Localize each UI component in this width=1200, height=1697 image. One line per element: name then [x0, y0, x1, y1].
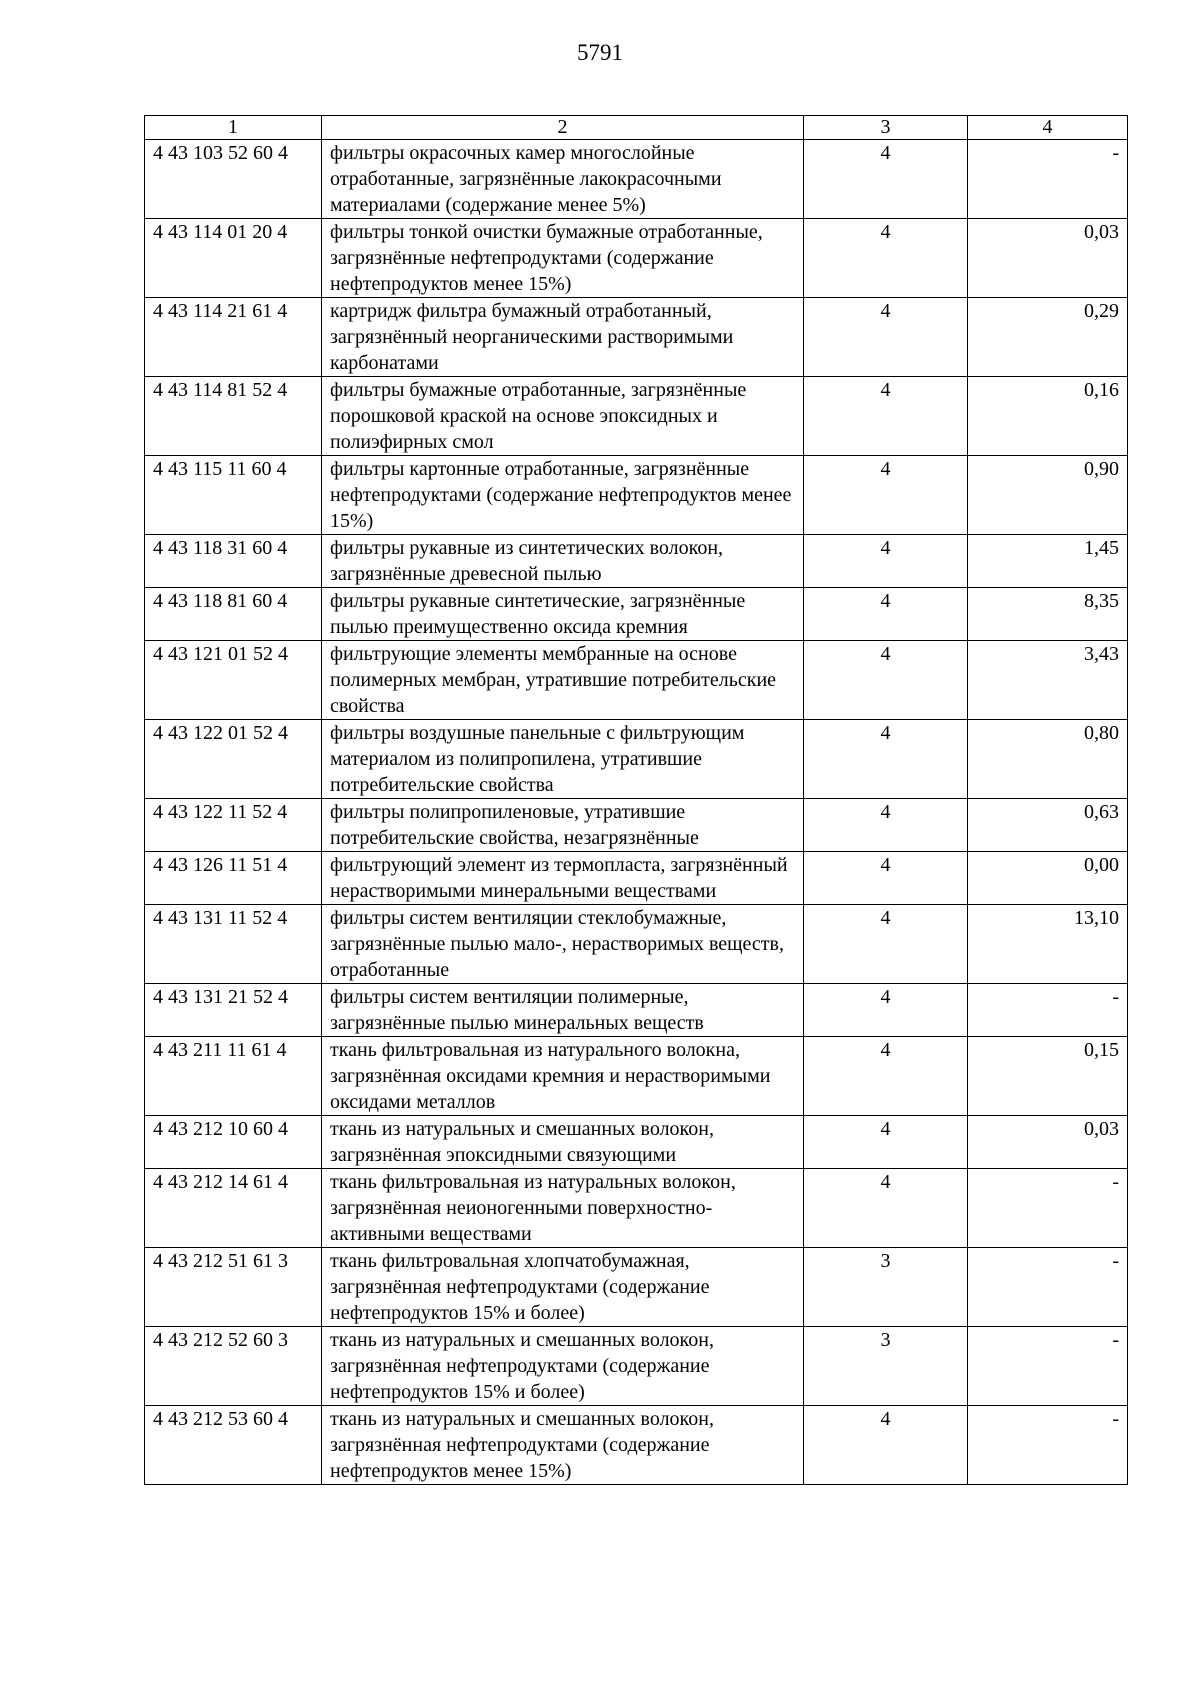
- value-cell: -: [968, 1169, 1128, 1248]
- table-row: [145, 140, 1128, 219]
- name-cell: ткань фильтровальная из натуральных волокон, загрязнённая неионогенными поверхностно-активными веществами: [322, 1169, 804, 1248]
- value-cell: 0,03: [968, 219, 1128, 298]
- table-body: [145, 140, 1128, 1485]
- name-cell: ткань из натуральных и смешанных волокон, загрязнённая нефтепродуктами (содержание нефтепродуктов менее 15%): [322, 1406, 804, 1485]
- name-cell: фильтры окрасочных камер многослойные отработанные, загрязнённые лакокрасочными материалами (содержание менее 5%): [322, 140, 804, 219]
- name-cell: фильтры воздушные панельные с фильтрующим материалом из полипропилена, утратившие потребительские свойства: [322, 720, 804, 799]
- code-cell: 4 43 126 11 51 4: [145, 852, 322, 905]
- table-row: [145, 456, 1128, 535]
- hazard-class-cell: 4: [804, 298, 968, 377]
- table-row: [145, 1169, 1128, 1248]
- hazard-class-cell: 4: [804, 852, 968, 905]
- hazard-class-cell: 4: [804, 905, 968, 984]
- table-row: [145, 852, 1128, 905]
- hazard-class-cell: 4: [804, 720, 968, 799]
- name-cell: ткань фильтровальная из натурального волокна, загрязнённая оксидами кремния и нерастворимыми оксидами металлов: [322, 1037, 804, 1116]
- name-cell: фильтры систем вентиляции полимерные, загрязнённые пылью минеральных веществ: [322, 984, 804, 1037]
- table-row: [145, 219, 1128, 298]
- hazard-class-cell: 4: [804, 799, 968, 852]
- value-cell: 1,45: [968, 535, 1128, 588]
- table-row: [145, 641, 1128, 720]
- value-cell: 13,10: [968, 905, 1128, 984]
- hazard-class-cell: 4: [804, 1169, 968, 1248]
- table-row: [145, 1116, 1128, 1169]
- hazard-class-cell: 4: [804, 588, 968, 641]
- value-cell: 0,16: [968, 377, 1128, 456]
- table-row: [145, 1037, 1128, 1116]
- hazard-class-cell: 4: [804, 641, 968, 720]
- column-header-3: 3: [804, 116, 968, 140]
- value-cell: 0,15: [968, 1037, 1128, 1116]
- hazard-class-cell: 4: [804, 377, 968, 456]
- table-row: [145, 588, 1128, 641]
- table-row: [145, 1406, 1128, 1485]
- code-cell: 4 43 115 11 60 4: [145, 456, 322, 535]
- hazard-class-cell: 3: [804, 1248, 968, 1327]
- name-cell: ткань фильтровальная хлопчатобумажная, загрязнённая нефтепродуктами (содержание нефтепродуктов 15% и более): [322, 1248, 804, 1327]
- code-cell: 4 43 114 01 20 4: [145, 219, 322, 298]
- hazard-class-cell: 3: [804, 1327, 968, 1406]
- table-row: [145, 377, 1128, 456]
- code-cell: 4 43 212 53 60 4: [145, 1406, 322, 1485]
- table-row: [145, 905, 1128, 984]
- name-cell: фильтры бумажные отработанные, загрязнённые порошковой краской на основе эпоксидных и полиэфирных смол: [322, 377, 804, 456]
- value-cell: 0,63: [968, 799, 1128, 852]
- name-cell: ткань из натуральных и смешанных волокон, загрязнённая эпоксидными связующими: [322, 1116, 804, 1169]
- table-header-row: [145, 116, 1128, 140]
- code-cell: 4 43 212 51 61 3: [145, 1248, 322, 1327]
- value-cell: -: [968, 1248, 1128, 1327]
- table-row: [145, 1327, 1128, 1406]
- value-cell: 3,43: [968, 641, 1128, 720]
- code-cell: 4 43 122 11 52 4: [145, 799, 322, 852]
- code-cell: 4 43 118 31 60 4: [145, 535, 322, 588]
- hazard-class-cell: 4: [804, 1406, 968, 1485]
- name-cell: фильтрующий элемент из термопласта, загрязнённый нерастворимыми минеральными веществами: [322, 852, 804, 905]
- value-cell: -: [968, 1327, 1128, 1406]
- table-row: [145, 298, 1128, 377]
- code-cell: 4 43 114 81 52 4: [145, 377, 322, 456]
- code-cell: 4 43 212 10 60 4: [145, 1116, 322, 1169]
- table-row: [145, 984, 1128, 1037]
- hazard-class-cell: 4: [804, 456, 968, 535]
- name-cell: фильтры тонкой очистки бумажные отработанные, загрязнённые нефтепродуктами (содержание нефтепродуктов менее 15%): [322, 219, 804, 298]
- column-header-1: 1: [145, 116, 322, 140]
- value-cell: 0,80: [968, 720, 1128, 799]
- code-cell: 4 43 131 11 52 4: [145, 905, 322, 984]
- code-cell: 4 43 212 52 60 3: [145, 1327, 322, 1406]
- value-cell: 8,35: [968, 588, 1128, 641]
- name-cell: картридж фильтра бумажный отработанный, загрязнённый неорганическими растворимыми карбонатами: [322, 298, 804, 377]
- code-cell: 4 43 131 21 52 4: [145, 984, 322, 1037]
- hazard-class-cell: 4: [804, 984, 968, 1037]
- page-number: 5791: [577, 40, 623, 65]
- hazard-class-cell: 4: [804, 1116, 968, 1169]
- code-cell: 4 43 114 21 61 4: [145, 298, 322, 377]
- hazard-class-cell: 4: [804, 1037, 968, 1116]
- name-cell: фильтры картонные отработанные, загрязнённые нефтепродуктами (содержание нефтепродуктов менее 15%): [322, 456, 804, 535]
- name-cell: фильтры рукавные синтетические, загрязнённые пылью преимущественно оксида кремния: [322, 588, 804, 641]
- value-cell: 0,90: [968, 456, 1128, 535]
- name-cell: фильтры полипропиленовые, утратившие потребительские свойства, незагрязнённые: [322, 799, 804, 852]
- table-row: [145, 535, 1128, 588]
- hazard-class-cell: 4: [804, 140, 968, 219]
- table-row: [145, 799, 1128, 852]
- value-cell: 0,29: [968, 298, 1128, 377]
- name-cell: фильтрующие элементы мембранные на основе полимерных мембран, утратившие потребительские свойства: [322, 641, 804, 720]
- name-cell: фильтры систем вентиляции стеклобумажные, загрязнённые пылью мало-, нерастворимых веществ, отработанные: [322, 905, 804, 984]
- hazard-class-cell: 4: [804, 535, 968, 588]
- code-cell: 4 43 121 01 52 4: [145, 641, 322, 720]
- code-cell: 4 43 211 11 61 4: [145, 1037, 322, 1116]
- code-cell: 4 43 118 81 60 4: [145, 588, 322, 641]
- waste-classification-table: [144, 115, 1128, 1485]
- name-cell: ткань из натуральных и смешанных волокон, загрязнённая нефтепродуктами (содержание нефтепродуктов 15% и более): [322, 1327, 804, 1406]
- value-cell: -: [968, 140, 1128, 219]
- code-cell: 4 43 122 01 52 4: [145, 720, 322, 799]
- name-cell: фильтры рукавные из синтетических волокон, загрязнённые древесной пылью: [322, 535, 804, 588]
- column-header-4: 4: [968, 116, 1128, 140]
- value-cell: 0,00: [968, 852, 1128, 905]
- table-row: [145, 720, 1128, 799]
- code-cell: 4 43 212 14 61 4: [145, 1169, 322, 1248]
- value-cell: -: [968, 984, 1128, 1037]
- code-cell: 4 43 103 52 60 4: [145, 140, 322, 219]
- value-cell: 0,03: [968, 1116, 1128, 1169]
- column-header-2: 2: [322, 116, 804, 140]
- table-row: [145, 1248, 1128, 1327]
- hazard-class-cell: 4: [804, 219, 968, 298]
- value-cell: -: [968, 1406, 1128, 1485]
